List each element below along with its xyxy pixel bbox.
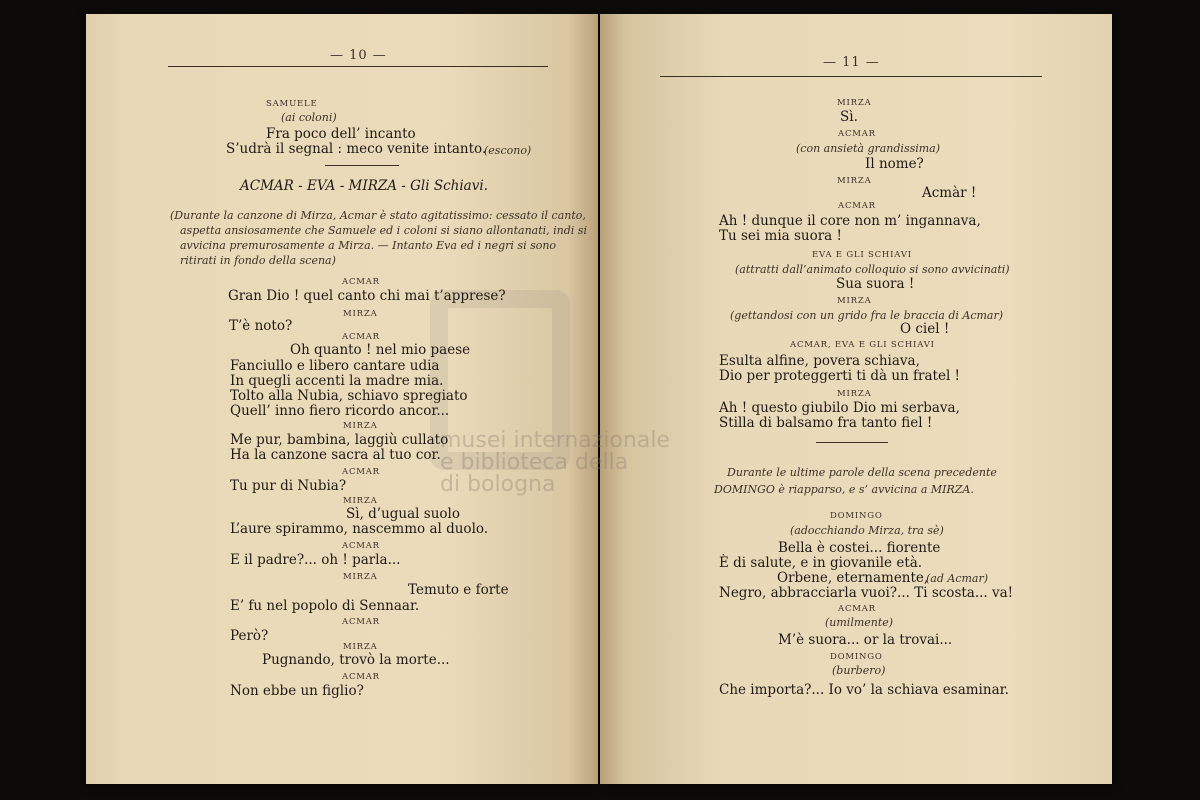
watermark-text <box>440 430 670 496</box>
left-verse-line: Quell’ inno fiero ricordo ancor... <box>230 403 450 419</box>
right-stage-direction: (burbero) <box>832 664 886 677</box>
header-rule-left <box>168 66 548 67</box>
right-stage-direction: (gettandosi con un grido fra le braccia di Acmar) <box>730 309 1004 322</box>
left-verse-line: S’udrà il segnal : meco venite intanto. <box>226 141 487 157</box>
right-verse-line: Sì. <box>840 109 858 125</box>
right-speaker-label: EVA E GLI SCHIAVI <box>812 250 912 260</box>
right-stage-direction: DOMINGO è riapparso, e s’ avvicina a MIRZA. <box>714 483 974 496</box>
right-verse-line: Che importa?... Io vo’ la schiava esaminar. <box>719 682 1009 698</box>
left-speaker-label: ACMAR <box>342 541 380 551</box>
page-number-right: — 11 — <box>823 55 880 70</box>
left-verse-line: Gran Dio ! quel canto chi mai t’apprese? <box>228 288 506 304</box>
left-verse-line: E il padre?... oh ! parla... <box>230 552 401 568</box>
left-speaker-label: MIRZA <box>343 496 378 506</box>
right-verse-line: Stilla di balsamo fra tanto fiel ! <box>719 415 933 431</box>
left-verse-line: ACMAR - EVA - MIRZA - Gli Schiavi. <box>240 178 488 194</box>
left-verse-line: Tu pur di Nubia? <box>230 478 347 494</box>
right-verse-line: Esulta alfine, povera schiava, <box>719 353 920 369</box>
watermark-line-2: e biblioteca della <box>440 450 629 475</box>
left-verse-line: Tolto alla Nubia, schiavo spregiato <box>230 388 468 404</box>
watermark-line-3: di bologna <box>440 472 556 497</box>
left-verse-line: L’aure spirammo, nascemmo al duolo. <box>230 521 489 537</box>
left-speaker-label: ACMAR <box>342 617 380 627</box>
right-verse-line: Il nome? <box>865 156 924 172</box>
left-stage-direction: (ai coloni) <box>281 111 337 124</box>
right-speaker-label: MIRZA <box>837 296 872 306</box>
left-stage-direction: (Durante la canzone di Mirza, Acmar è stato agitatissimo: cessato il canto, <box>170 209 586 222</box>
scene-separator-left <box>325 165 399 166</box>
left-speaker-label: ACMAR <box>342 277 380 287</box>
left-verse-line: Me pur, bambina, laggiù cullato <box>230 432 449 448</box>
right-verse-line: O ciel ! <box>900 321 950 337</box>
scene-separator-right <box>816 442 888 443</box>
left-verse-line: Ha la canzone sacra al tuo cor. <box>230 447 441 463</box>
left-stage-direction: aspetta ansiosamente che Samuele ed i coloni si siano allontanati, indi si <box>180 224 587 237</box>
left-verse-line: Temuto e forte <box>408 582 509 598</box>
left-speaker-label: MIRZA <box>343 421 378 431</box>
right-speaker-label: DOMINGO <box>830 652 883 662</box>
left-verse-line: Sì, d’ugual suolo <box>346 506 460 522</box>
right-verse-line: Ah ! dunque il core non m’ ingannava, <box>719 213 981 229</box>
right-verse-line: Orbene, eternamente, <box>777 570 929 586</box>
right-stage-direction: (con ansietà grandissima) <box>796 142 941 155</box>
right-verse-line: È di salute, e in giovanile età. <box>719 555 923 571</box>
right-speaker-label: MIRZA <box>837 176 872 186</box>
left-speaker-label: MIRZA <box>343 309 378 319</box>
right-stage-direction: (umilmente) <box>825 616 894 629</box>
left-verse-line: T’è noto? <box>229 318 293 334</box>
left-stage-direction: (escono) <box>484 144 532 157</box>
left-verse-line: In quegli accenti la madre mia. <box>230 373 444 389</box>
left-speaker-label: ACMAR <box>342 672 380 682</box>
left-speaker-label: SAMUELE <box>266 99 318 109</box>
left-speaker-label: ACMAR <box>342 332 380 342</box>
right-stage-direction: (attratti dall’animato colloquio si sono avvicinati) <box>735 263 1010 276</box>
header-rule-right <box>660 76 1042 77</box>
left-verse-line: Però? <box>230 628 269 644</box>
left-speaker-label: MIRZA <box>343 642 378 652</box>
left-speaker-label: MIRZA <box>343 572 378 582</box>
right-speaker-label: MIRZA <box>837 389 872 399</box>
right-speaker-label: ACMAR <box>838 129 876 139</box>
right-speaker-label: DOMINGO <box>830 511 883 521</box>
right-speaker-label: ACMAR <box>838 201 876 211</box>
right-verse-line: Tu sei mia suora ! <box>719 228 842 244</box>
watermark-line-1: musei internazionale <box>440 428 670 453</box>
right-verse-line: Dio per proteggerti ti dà un fratel ! <box>719 368 960 384</box>
right-verse-line: Negro, abbracciarla vuoi?... Ti scosta... va! <box>719 585 1014 601</box>
left-speaker-label: ACMAR <box>342 467 380 477</box>
right-verse-line: Sua suora ! <box>836 276 915 292</box>
right-speaker-label: ACMAR <box>838 604 876 614</box>
left-verse-line: Fra poco dell’ incanto <box>266 126 416 142</box>
left-verse-line: E’ fu nel popolo di Sennaar. <box>230 598 420 614</box>
left-stage-direction: avvicina premurosamente a Mirza. — Intanto Eva ed i negri si sono <box>180 239 557 252</box>
left-verse-line: Pugnando, trovò la morte... <box>262 652 450 668</box>
right-stage-direction: (ad Acmar) <box>926 572 989 585</box>
right-stage-direction: (adocchiando Mirza, tra sè) <box>790 524 944 537</box>
right-verse-line: M’è suora... or la trovai... <box>778 632 953 648</box>
right-verse-line: Ah ! questo giubilo Dio mi serbava, <box>719 400 960 416</box>
left-verse-line: Oh quanto ! nel mio paese <box>290 342 471 358</box>
left-stage-direction: ritirati in fondo della scena) <box>180 254 336 267</box>
right-verse-line: Bella è costei... fiorente <box>778 540 941 556</box>
right-stage-direction: Durante le ultime parole della scena precedente <box>727 466 997 479</box>
left-verse-line: Non ebbe un figlio? <box>230 683 364 699</box>
right-speaker-label: ACMAR, EVA E GLI SCHIAVI <box>790 340 935 350</box>
right-speaker-label: MIRZA <box>837 98 872 108</box>
page-number-left: — 10 — <box>330 48 387 63</box>
right-verse-line: Acmàr ! <box>922 185 977 201</box>
left-verse-line: Fanciullo e libero cantare udia <box>230 358 440 374</box>
